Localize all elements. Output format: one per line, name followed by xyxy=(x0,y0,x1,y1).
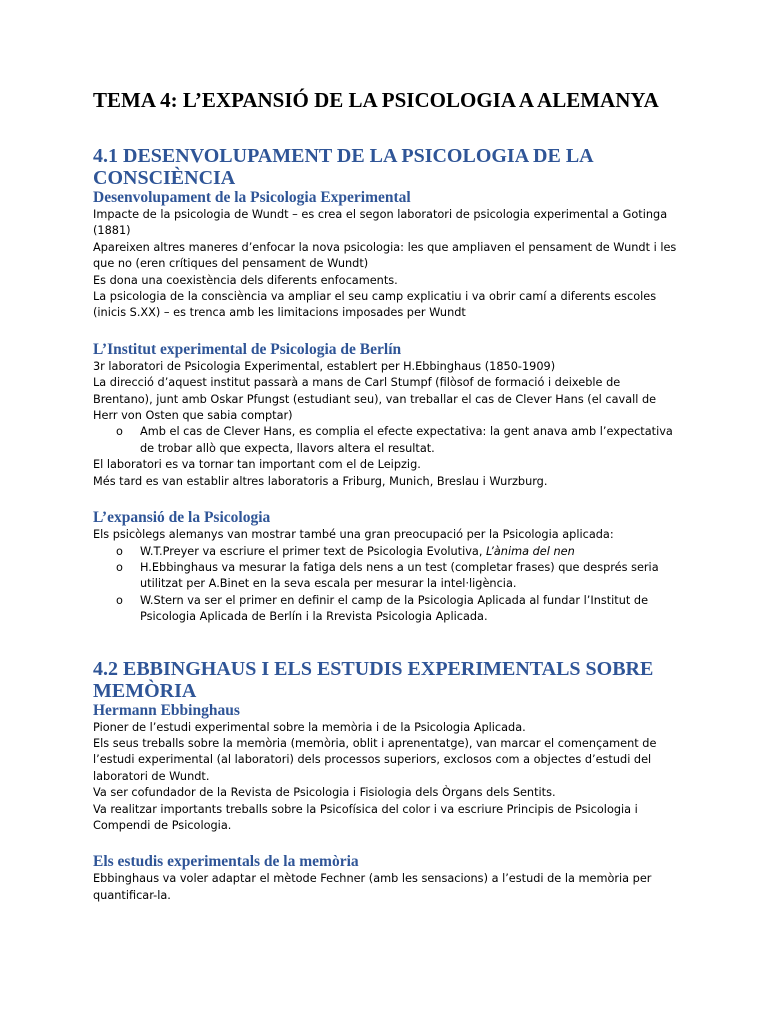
bullet-marker: o xyxy=(116,593,123,607)
document-title: TEMA 4: L’EXPANSIÓ DE LA PSICOLOGIA A ALEMANYA xyxy=(93,88,659,112)
subsection-heading-institut-berlin: L’Institut experimental de Psicologia de Berlín xyxy=(93,340,402,358)
paragraph: La direcció d’aquest institut passarà a mans de Carl Stumpf (filòsof de formació i deixeble de Brentano), junt amb Oskar Pfungst (estudiant seu), van treballar el cas de Clever Hans (el cavall de Herr von Osten que sabia comptar) xyxy=(93,376,657,423)
subsection-heading-psicologia-experimental: Desenvolupament de la Psicologia Experimental xyxy=(93,189,411,206)
paragraph: El laboratori es va tornar tan important com el de Leipzig. xyxy=(93,458,421,472)
paragraph: Pioner de l’estudi experimental sobre la memòria i de la Psicologia Aplicada. xyxy=(93,720,526,734)
list-item xyxy=(93,424,683,457)
paragraph: Els seus treballs sobre la memòria (memòria, oblit i aprenentatge), van marcar el començament de l’estudi experimental (al laboratori) dels processos superiors, exclosos com a objectes d’estudi del laboratori de Wundt. xyxy=(93,736,657,783)
bullet-marker: o xyxy=(116,425,123,439)
subsection-heading-expansio: L’expansió de la Psicologia xyxy=(93,509,271,527)
list-item xyxy=(93,560,683,593)
subsection-heading-hermann-ebbinghaus: Hermann Ebbinghaus xyxy=(93,701,240,719)
paragraph: 3r laboratori de Psicologia Experimental, establert per H.Ebbinghaus (1850-1909) xyxy=(93,359,556,373)
list-item-text: W.Stern va ser el primer en definir el camp de la Psicologia Aplicada al fundar l’Institut de Psicologia Aplicada de Berlín i la Rrevista Psicologia Aplicada. xyxy=(140,593,649,624)
bullet-marker: o xyxy=(116,560,123,574)
paragraph: Va realitzar importants treballs sobre la Psicofísica del color i va escriure Principis de Psicologia i Compendi de Psicologia. xyxy=(93,802,638,832)
bullet-marker: o xyxy=(116,544,123,558)
list-item-text: H.Ebbinghaus va mesurar la fatiga dels nens a un test (completar frases) que després seria utilitzat per A.Binet en la seva escala per mesurar la intel·ligència. xyxy=(140,560,659,591)
paragraph: Els psicòlegs alemanys van mostrar també una gran preocupació per la Psicologia aplicada: xyxy=(93,528,614,542)
list-item-text: Amb el cas de Clever Hans, es complia el efecte expectativa: la gent anava amb l’expectativa de trobar allò que expecta, llavors altera el resultat. xyxy=(140,425,673,455)
bullet-list xyxy=(93,424,683,457)
bullet-list xyxy=(93,544,683,626)
paragraph: Es dona una coexistència dels diferents enfocaments. xyxy=(93,273,398,287)
subsection-heading-estudis-memoria: Els estudis experimentals de la memòria xyxy=(93,853,359,871)
paragraph: Va ser cofundador de la Revista de Psicologia i Fisiologia dels Òrgans dels Sentits. xyxy=(93,786,556,800)
paragraph: Ebbinghaus va voler adaptar el mètode Fechner (amb les sensacions) a l’estudi de la memòria per quantificar-la. xyxy=(93,872,652,902)
paragraph: Més tard es van establir altres laboratoris a Friburg, Munich, Breslau i Wurzburg. xyxy=(93,474,548,488)
book-title: L’ànima del nen xyxy=(486,544,575,558)
paragraph: La psicologia de la consciència va ampliar el seu camp explicatiu i va obrir camí a diferents escoles (inicis S.XX) – es trenca amb les limitacions imposades per Wundt xyxy=(93,290,657,320)
document-content xyxy=(93,88,683,904)
section-heading-4-2: 4.2 EBBINGHAUS I ELS ESTUDIS EXPERIMENTALS SOBRE MEMÒRIA xyxy=(93,657,654,702)
paragraph: Apareixen altres maneres d’enfocar la nova psicologia: les que ampliaven el pensament de Wundt i les que no (eren crítiques del pensament de Wundt) xyxy=(93,240,677,271)
list-item-text: W.T.Preyer va escriure el primer text de Psicologia Evolutiva, xyxy=(140,544,487,558)
list-item xyxy=(93,593,683,626)
list-item xyxy=(93,544,683,560)
section-heading-4-1: 4.1 DESENVOLUPAMENT DE LA PSICOLOGIA DE LA CONSCIÈNCIA xyxy=(93,145,593,189)
paragraph: Impacte de la psicologia de Wundt – es crea el segon laboratori de psicologia experimental a Gotinga (1881) xyxy=(93,208,668,238)
